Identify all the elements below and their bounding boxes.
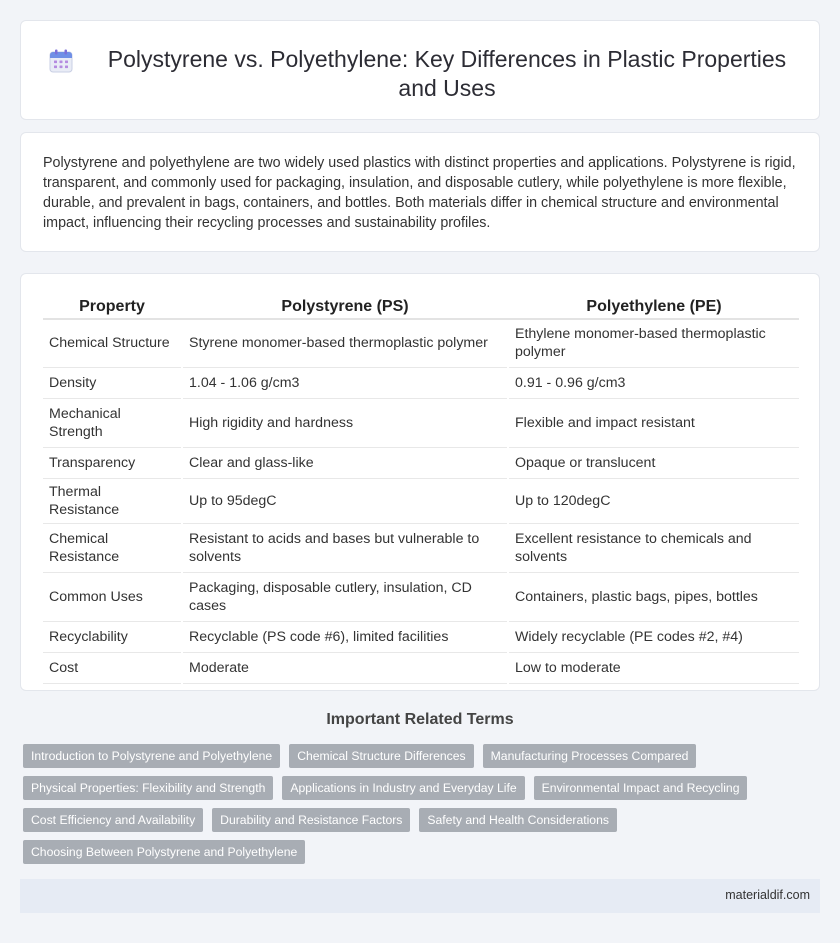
related-term-tag[interactable]: Durability and Resistance Factors bbox=[212, 808, 410, 832]
polystyrene-cell: Up to 95degC bbox=[182, 478, 508, 523]
table-row bbox=[43, 621, 799, 652]
polystyrene-cell: Resistant to acids and bases but vulnerable to solvents bbox=[182, 523, 508, 572]
polyethylene-cell: Flexible and impact resistant bbox=[508, 398, 799, 447]
table-row bbox=[43, 652, 799, 683]
polyethylene-cell: Containers, plastic bags, pipes, bottles bbox=[508, 572, 799, 621]
table-row bbox=[43, 319, 799, 367]
table-header-row bbox=[43, 291, 799, 319]
polystyrene-cell: Styrene monomer-based thermoplastic polymer bbox=[182, 319, 508, 367]
footer bbox=[20, 879, 820, 913]
polystyrene-cell: Moderate bbox=[182, 652, 508, 683]
related-term-tag[interactable]: Environmental Impact and Recycling bbox=[534, 776, 748, 800]
property-cell: Recyclability bbox=[43, 621, 182, 652]
calendar-icon bbox=[49, 49, 73, 73]
table-row bbox=[43, 367, 799, 398]
page-title: Polystyrene vs. Polyethylene: Key Differences in Plastic Properties and Uses bbox=[107, 46, 787, 101]
property-cell: Chemical Structure bbox=[43, 319, 182, 367]
comparison-table-card bbox=[20, 273, 820, 691]
polyethylene-cell: Excellent resistance to chemicals and solvents bbox=[508, 523, 799, 572]
related-term-tag[interactable]: Safety and Health Considerations bbox=[419, 808, 617, 832]
intro-card bbox=[20, 132, 820, 252]
property-cell: Mechanical Strength bbox=[43, 398, 182, 447]
table-row bbox=[43, 478, 799, 523]
intro-paragraph: Polystyrene and polyethylene are two widely used plastics with distinct properties and applications. Polystyrene is rigid, transparent, and commonly used for packaging, insulation, and disposable cutlery, while polyethylene is more flexible, durable, and prevalent in bags, containers, and bottles. Both materials differ in chemical structure and environmental impact, influencing their recycling processes and sustainability profiles. bbox=[43, 155, 796, 231]
related-term-tag[interactable]: Manufacturing Processes Compared bbox=[483, 744, 697, 768]
property-cell: Transparency bbox=[43, 447, 182, 478]
polystyrene-cell: High rigidity and hardness bbox=[182, 398, 508, 447]
property-cell: Cost bbox=[43, 652, 182, 683]
polyethylene-cell: Low to moderate bbox=[508, 652, 799, 683]
polystyrene-cell: Packaging, disposable cutlery, insulation, CD cases bbox=[182, 572, 508, 621]
footer-site-link[interactable]: materialdif.com bbox=[725, 888, 810, 902]
table-row bbox=[43, 398, 799, 447]
related-term-tag[interactable]: Physical Properties: Flexibility and Strength bbox=[23, 776, 273, 800]
related-term-tag[interactable]: Choosing Between Polystyrene and Polyethylene bbox=[23, 840, 305, 864]
polyethylene-cell: Opaque or translucent bbox=[508, 447, 799, 478]
comparison-table bbox=[43, 291, 799, 684]
column-header-polystyrene: Polystyrene (PS) bbox=[182, 291, 508, 319]
related-terms-list bbox=[23, 744, 823, 872]
polyethylene-cell: 0.91 - 0.96 g/cm3 bbox=[508, 367, 799, 398]
polystyrene-cell: 1.04 - 1.06 g/cm3 bbox=[182, 367, 508, 398]
property-cell: Thermal Resistance bbox=[43, 478, 182, 523]
polystyrene-cell: Recyclable (PS code #6), limited facilities bbox=[182, 621, 508, 652]
column-header-property: Property bbox=[43, 291, 182, 319]
related-term-tag[interactable]: Introduction to Polystyrene and Polyethylene bbox=[23, 744, 280, 768]
table-row bbox=[43, 523, 799, 572]
property-cell: Chemical Resistance bbox=[43, 523, 182, 572]
property-cell: Density bbox=[43, 367, 182, 398]
polyethylene-cell: Widely recyclable (PE codes #2, #4) bbox=[508, 621, 799, 652]
polyethylene-cell: Up to 120degC bbox=[508, 478, 799, 523]
property-cell: Common Uses bbox=[43, 572, 182, 621]
related-term-tag[interactable]: Chemical Structure Differences bbox=[289, 744, 473, 768]
table-row bbox=[43, 572, 799, 621]
related-term-tag[interactable]: Cost Efficiency and Availability bbox=[23, 808, 203, 832]
related-terms-heading: Important Related Terms bbox=[326, 711, 514, 728]
polystyrene-cell: Clear and glass-like bbox=[182, 447, 508, 478]
table-row bbox=[43, 447, 799, 478]
polyethylene-cell: Ethylene monomer-based thermoplastic polymer bbox=[508, 319, 799, 367]
column-header-polyethylene: Polyethylene (PE) bbox=[508, 291, 799, 319]
header-card bbox=[20, 20, 820, 120]
related-term-tag[interactable]: Applications in Industry and Everyday Life bbox=[282, 776, 524, 800]
